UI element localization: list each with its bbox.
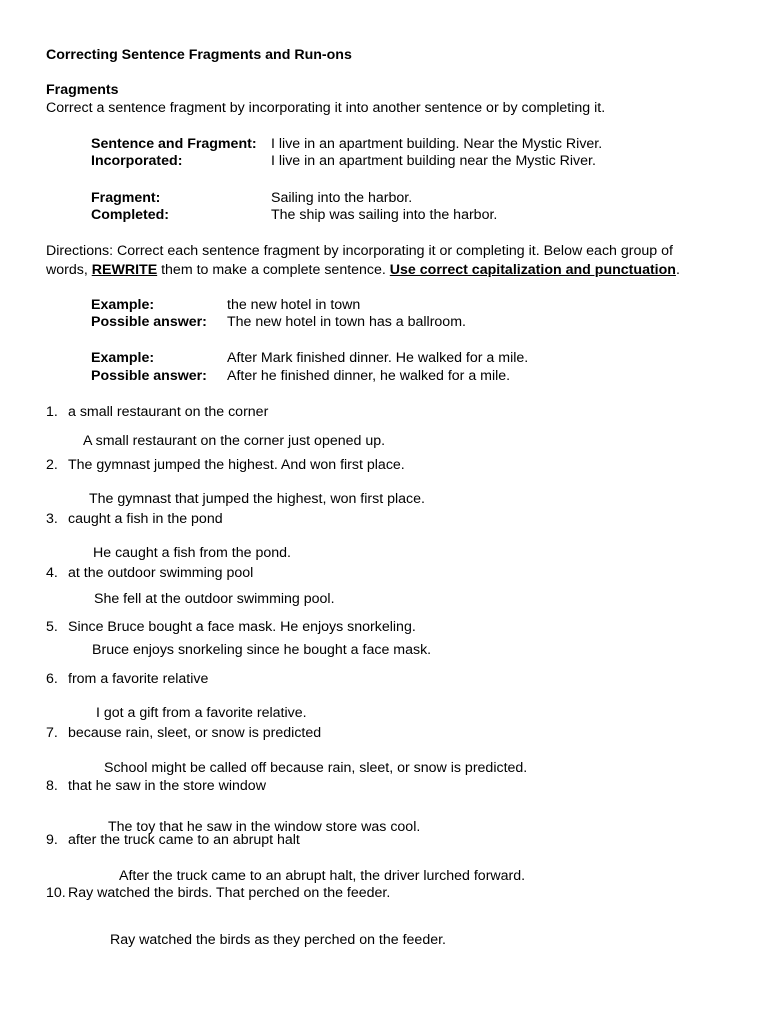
example-label: Fragment: [91, 190, 161, 206]
example-text: The ship was sailing into the harbor. [271, 207, 498, 223]
item-answer: I got a gift from a favorite relative. [96, 705, 307, 721]
example-text: I live in an apartment building. Near the Mystic River. [271, 136, 603, 152]
example-label: Example: [91, 350, 155, 366]
item-number: 7. [46, 725, 58, 741]
example-label: Possible answer: [91, 314, 207, 330]
directions-text: them to make a complete sentence. [157, 262, 390, 278]
item-number: 8. [46, 778, 58, 794]
item-number: 6. [46, 671, 58, 687]
example-label: Sentence and Fragment: [91, 136, 257, 152]
rewrite-emphasis: REWRITE [91, 262, 158, 278]
directions-line-2 [46, 262, 680, 279]
example-text: The new hotel in town has a ballroom. [227, 314, 466, 330]
item-answer: Bruce enjoys snorkeling since he bought a face mask. [92, 642, 432, 658]
item-number: 1. [46, 404, 58, 420]
item-prompt: that he saw in the store window [68, 778, 266, 794]
item-answer: A small restaurant on the corner just opened up. [83, 433, 386, 449]
item-prompt: The gymnast jumped the highest. And won first place. [68, 457, 405, 473]
item-answer: After the truck came to an abrupt halt, the driver lurched forward. [119, 868, 526, 884]
fragments-heading: Fragments [46, 82, 119, 98]
example-label: Possible answer: [91, 368, 207, 384]
item-answer: Ray watched the birds as they perched on the feeder. [110, 932, 446, 948]
item-number: 9. [46, 832, 58, 848]
item-number: 2. [46, 457, 58, 473]
item-answer: The gymnast that jumped the highest, won first place. [89, 491, 425, 507]
item-answer: The toy that he saw in the window store was cool. [108, 819, 421, 835]
example-text: After he finished dinner, he walked for a mile. [227, 368, 511, 384]
example-label: Completed: [91, 207, 170, 223]
item-prompt: Since Bruce bought a face mask. He enjoys snorkeling. [68, 619, 416, 635]
item-number: 10. [46, 885, 66, 901]
example-text: After Mark finished dinner. He walked for a mile. [227, 350, 529, 366]
item-answer: He caught a fish from the pond. [93, 545, 291, 561]
item-prompt: caught a fish in the pond [68, 511, 223, 527]
example-text: I live in an apartment building near the Mystic River. [271, 153, 596, 169]
item-answer: School might be called off because rain, sleet, or snow is predicted. [104, 760, 528, 776]
example-text: the new hotel in town [227, 297, 361, 313]
item-number: 5. [46, 619, 58, 635]
item-prompt: because rain, sleet, or snow is predicted [68, 725, 322, 741]
intro-text: Correct a sentence fragment by incorporating it into another sentence or by completing it. [46, 100, 606, 116]
item-prompt: after the truck came to an abrupt halt [68, 832, 300, 848]
item-prompt: from a favorite relative [68, 671, 209, 687]
directions-line-1: Directions: Correct each sentence fragment by incorporating it or completing it. Below each group of [46, 243, 673, 259]
item-prompt: a small restaurant on the corner [68, 404, 269, 420]
item-prompt: at the outdoor swimming pool [68, 565, 254, 581]
directions-text: words, [46, 262, 92, 278]
item-number: 4. [46, 565, 58, 581]
item-number: 3. [46, 511, 58, 527]
example-text: Sailing into the harbor. [271, 190, 413, 206]
example-label: Example: [91, 297, 155, 313]
item-prompt: Ray watched the birds. That perched on the feeder. [68, 885, 391, 901]
page-title: Correcting Sentence Fragments and Run-ons [46, 47, 352, 63]
capitalization-emphasis: Use correct capitalization and punctuation [389, 262, 676, 278]
item-answer: She fell at the outdoor swimming pool. [94, 591, 335, 607]
example-label: Incorporated: [91, 153, 183, 169]
directions-text: . [675, 262, 680, 278]
